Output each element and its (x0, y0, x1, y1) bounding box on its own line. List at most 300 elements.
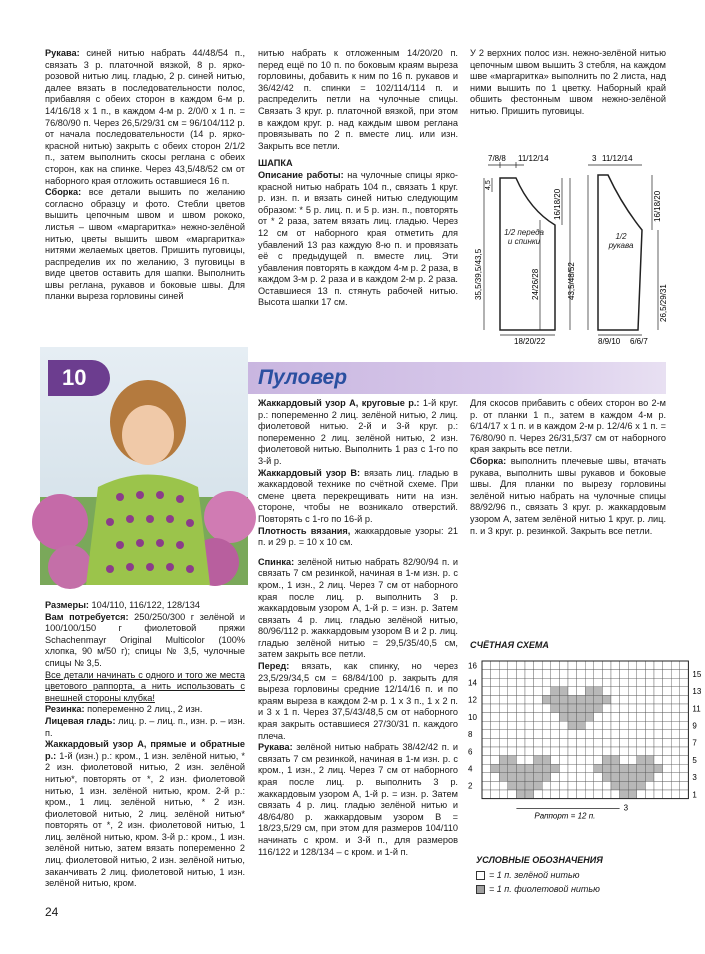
chart-cell (620, 790, 629, 799)
chart-cell (585, 730, 594, 739)
chart-cell (508, 695, 517, 704)
chart-cell (559, 773, 568, 782)
chart-cell (568, 695, 577, 704)
chart-cell (620, 661, 629, 670)
chart-cell (542, 704, 551, 713)
chart-cell (680, 764, 689, 773)
chart-cell (654, 687, 663, 696)
chart-cell (611, 678, 620, 687)
chart-cell (542, 670, 551, 679)
chart-cell (508, 764, 517, 773)
chart-cell (559, 704, 568, 713)
legend-row-green (476, 870, 580, 882)
chart-cell (585, 713, 594, 722)
chart-cell (482, 661, 491, 670)
assembly-paragraph: Сборка: все детали вышить по желанию согласно образцу и фото. Стебли цветов вышить цепочным швом и швом рококо, листья – швом «маргаритка» нежно-зелёной нитью, цветы вышить швом «маргаритка» нитями желаемых цветов. Пришить пуговицы, распределив их по желанию, 3 пуговицы в виде цветов оставить для шапки. Выполнить швы реглана, рукавов и боковые швы. Для планки выреза горловины синей (45, 187, 245, 302)
chart-cell (551, 704, 560, 713)
chart-cell (680, 713, 689, 722)
chart-cell (645, 773, 654, 782)
chart-cell (671, 790, 680, 799)
chart-cell (542, 781, 551, 790)
front-top-label: 7/8/8 (488, 154, 506, 163)
chart-cell (645, 756, 654, 765)
chart-cell (516, 738, 525, 747)
chart-cell (482, 670, 491, 679)
chart-cell (637, 695, 646, 704)
chart-cell (602, 670, 611, 679)
chart-cell (568, 764, 577, 773)
chart-cell (542, 721, 551, 730)
face-paragraph: Лицевая гладь: лиц. р. – лиц. п., изн. р. – изн. п. (45, 715, 245, 738)
chart-cell (585, 781, 594, 790)
chart-cell (637, 704, 646, 713)
chart-cell (594, 695, 603, 704)
chart-cell (611, 790, 620, 799)
chart-cell (559, 730, 568, 739)
chart-right-tick: 3 (692, 773, 697, 783)
chart-cell (637, 713, 646, 722)
chart-cell (663, 790, 672, 799)
chart-cell (628, 695, 637, 704)
chart-cell (654, 730, 663, 739)
chart-cell (594, 747, 603, 756)
chart-cell (491, 713, 500, 722)
chart-cell (508, 747, 517, 756)
chart-cell (551, 764, 560, 773)
density-paragraph: Плотность вязания, жаккардовые узоры: 21 п. и 29 р. = 10 х 10 см. (258, 525, 458, 548)
chart-right-tick: 1 (692, 790, 697, 800)
chart-cell (602, 781, 611, 790)
sleeves-paragraph: Рукава: синей нитью набрать 44/48/54 п., связать 3 р. платочной вязкой, 8 р. ярко-розовой нитью лиц. гладью, 2 р. синей нитью, далее вязать в последовательности полос, прибавляя с обеих сторон в каждом 6-м р. 14/16/18 х 1 п., в каждом 4-м р. 2/0/0 х 1 п. = 76/80/90 п. Через 26,5/29/31 см = 96/104/112 р. от начала последовательности (14 р. ярко-красной нитью) закрыть с обеих сторон 2/1/2 п., затем выполнить скосы реглана с обеих сторон, как на спинке. Через 43,5/48/52 см от наборного края отложить оставшиеся 16 п. (45, 48, 245, 186)
chart-cell (645, 781, 654, 790)
section-title: Пуловер (258, 366, 348, 389)
chart-cell (585, 790, 594, 799)
chart-cell (654, 670, 663, 679)
chart-cell (620, 773, 629, 782)
chart-cell (508, 730, 517, 739)
chart-cell (628, 687, 637, 696)
chart-cell (585, 721, 594, 730)
pattern-diagrams (470, 150, 700, 345)
chart-cell (525, 747, 534, 756)
chart-cell (645, 713, 654, 722)
chart-cell (516, 661, 525, 670)
chart-cell (585, 764, 594, 773)
chart-cell (568, 678, 577, 687)
chart-cell (508, 721, 517, 730)
chart-cell (525, 721, 534, 730)
chart-cell (585, 704, 594, 713)
chart-cell (508, 678, 517, 687)
chart-cell (602, 764, 611, 773)
chart-cell (602, 678, 611, 687)
chart-cell (611, 773, 620, 782)
chart-cell (645, 695, 654, 704)
chart-cell (594, 730, 603, 739)
chart-cell (671, 661, 680, 670)
repeat-label: Раппорт = 12 п. (534, 811, 596, 821)
chart-cell (611, 781, 620, 790)
chart-cell (645, 790, 654, 799)
sleeve-top-label: 3 (592, 154, 597, 163)
chart-cell (482, 747, 491, 756)
chart-cell (534, 713, 543, 722)
chart-cell (559, 713, 568, 722)
chart-cell (602, 790, 611, 799)
chart-cell (637, 687, 646, 696)
chart-cell (654, 738, 663, 747)
chart-cell (559, 661, 568, 670)
chart-cell (491, 678, 500, 687)
text-column-2 (258, 48, 458, 338)
chart-cell (645, 730, 654, 739)
sleeve-right-label: 16/18/20 (653, 190, 662, 222)
page-number: 24 (45, 905, 59, 919)
chart-cell (577, 730, 586, 739)
chart-cell (516, 695, 525, 704)
chart-cell (663, 756, 672, 765)
chart-cell (654, 773, 663, 782)
chart-cell (680, 704, 689, 713)
chart-cell (663, 661, 672, 670)
chart-cell (671, 713, 680, 722)
chart-cell (516, 730, 525, 739)
chart-cell (559, 687, 568, 696)
chart-cell (585, 687, 594, 696)
chart-cell (577, 695, 586, 704)
chart-cell (516, 747, 525, 756)
chart-cell (499, 764, 508, 773)
chart-cell (534, 687, 543, 696)
chart-cell (542, 738, 551, 747)
front-bottom-label: 18/20/22 (514, 337, 546, 346)
chart-cell (594, 756, 603, 765)
chart-cell (663, 704, 672, 713)
chart-cell (637, 790, 646, 799)
chart-cell (491, 756, 500, 765)
chart-cell (671, 781, 680, 790)
chart-cell (568, 730, 577, 739)
chart-cell (542, 756, 551, 765)
chart-cell (671, 670, 680, 679)
chart-cell (542, 764, 551, 773)
chart-cell (611, 695, 620, 704)
chart-cell (508, 670, 517, 679)
chart-cell (482, 764, 491, 773)
chart-cell (525, 661, 534, 670)
chart-cell (628, 730, 637, 739)
purple-swatch-icon (476, 885, 485, 894)
chart-cell (482, 790, 491, 799)
green-swatch-icon (476, 871, 485, 880)
chart-cell (551, 747, 560, 756)
chart-cell (534, 790, 543, 799)
chart-cell (654, 721, 663, 730)
chart-left-tick: 12 (468, 695, 477, 705)
chart-right-tick: 11 (692, 704, 701, 714)
chart-left-tick: 10 (468, 712, 477, 722)
hat-heading: ШАПКА (258, 158, 293, 169)
chart-cell (611, 713, 620, 722)
chart-cell (568, 713, 577, 722)
chart-cell (637, 738, 646, 747)
chart-cell (482, 713, 491, 722)
chart-cell (568, 790, 577, 799)
chart-cell (577, 704, 586, 713)
chart-cell (516, 687, 525, 696)
chart-cell (508, 790, 517, 799)
chart-cell (594, 713, 603, 722)
sleeve-paragraph: Рукава: зелёной нитью набрать 38/42/42 п. и связать 7 см резинкой, начиная в 1-м изн. р. с кром., 1 изн., 2 лиц. Через 7 см от наборного края после лиц. р. выполнить 3 р. жаккардовым узором А, 1-й р. = изн. р. Затем связать 4 р. лиц. гладью зелёной нитью и 48/64/80 р. жаккардовым узором В = 18/23,5/29 см, при этом для размеров 104/110 начинать с кром. и 3-й п., для размеров 116/122 и 128/134 – с кром. и 1-й п. (258, 742, 458, 857)
chart-cell (663, 747, 672, 756)
chart-cell (637, 678, 646, 687)
chart-cell (508, 713, 517, 722)
chart-right-tick: 15 (692, 669, 702, 679)
chart-cell (559, 695, 568, 704)
chart-cell (585, 738, 594, 747)
chart-cell (499, 738, 508, 747)
front-small-label: 4,5 (485, 180, 492, 190)
chart-left-tick: 4 (468, 764, 473, 774)
chart-cell (551, 661, 560, 670)
chart-cell (525, 773, 534, 782)
chart-cell (645, 747, 654, 756)
chart-cell (499, 687, 508, 696)
chart-cell (637, 730, 646, 739)
sizes-paragraph: Размеры: 104/110, 116/122, 128/134 (45, 600, 201, 610)
chart-cell (508, 704, 517, 713)
chart-cell (525, 695, 534, 704)
chart-cell (594, 781, 603, 790)
chart-cell (628, 790, 637, 799)
chart-cell (594, 678, 603, 687)
chart-cell (559, 756, 568, 765)
chart-cell (499, 678, 508, 687)
chart-cell (516, 713, 525, 722)
chart-cell (508, 781, 517, 790)
chart-cell (611, 730, 620, 739)
chart-cell (516, 704, 525, 713)
chart-cell (577, 773, 586, 782)
chart-cell (491, 704, 500, 713)
chart-cell (645, 764, 654, 773)
chart-cell (645, 678, 654, 687)
chart-cell (663, 781, 672, 790)
chart-cell (499, 781, 508, 790)
front-middle-label: 24/26/28 (531, 268, 540, 300)
chart-cell (671, 738, 680, 747)
right-assembly-paragraph: Сборка: выполнить плечевые швы, втачать рукава, выполнить швы рукавов и боковые швы. Для планки по вырезу горловины зелёной нитью набрать на чулочные спицы 88/92/96 п., связать 3 круг. р. жаккардовым узором А, затем зелёной нитью 1 круг. р. лиц. п. и 3 круг. р. резинкой. Закрыть все петли. (470, 455, 666, 536)
chart-cell (534, 670, 543, 679)
chart-cell (602, 773, 611, 782)
chart-cell (637, 747, 646, 756)
chart-cell (620, 756, 629, 765)
chart-cell (491, 670, 500, 679)
chart-cell (482, 678, 491, 687)
chart-cell (663, 773, 672, 782)
chart-cell (637, 670, 646, 679)
chart-cell (559, 670, 568, 679)
chart-cell (628, 781, 637, 790)
chart-cell (602, 756, 611, 765)
chart-cell (628, 756, 637, 765)
chart-cell (645, 721, 654, 730)
chart-cell (534, 781, 543, 790)
chart-right-tick: 9 (692, 721, 697, 731)
chart-cell (620, 713, 629, 722)
text-column-3 (470, 48, 666, 128)
chart-cell (577, 721, 586, 730)
jacquard-a-paragraph: Жаккардовый узор А, прямые и обратные р.: 1-й (изн.) р.: кром., 1 изн. зелёной нитью, * 2 изн. фиолетовой нитью, 2 изн. зелёной нитью*, повторять от *, 2 изн. фиолетовой нитью, 1 изн. зелёной нитью, кром. 2-й р.: кром., 1 лиц. зелёной нитью, * 2 изн. фиолетовой нитью, 2 лиц. зелёной нитью* повторять от *, 2 изн. фиолетовой нитью, 1 лиц. зелёной нитью, кром. 3-й р.: кром., 1 изн. зелёной нитью, затем вязать попеременно 2 лиц. фиолетовой нитью, 2 изн. зелёной нитью, заканчивать 2 лиц. фиолетовой нитью, 1 изн. зелёной нитью, кром. (45, 739, 245, 889)
section-number: 10 (62, 365, 87, 390)
chart-cell (516, 764, 525, 773)
chart-cell (611, 661, 620, 670)
chart-cell (482, 730, 491, 739)
chart-cell (568, 781, 577, 790)
chart-cell (577, 781, 586, 790)
chart-cell (551, 730, 560, 739)
chart-cell (534, 721, 543, 730)
chart-cell (671, 678, 680, 687)
chart-cell (491, 687, 500, 696)
chart-cell (620, 730, 629, 739)
chart-cell (637, 721, 646, 730)
chart-cell (645, 661, 654, 670)
chart-right-tick: 7 (692, 738, 697, 748)
chart-cell (491, 781, 500, 790)
chart-cell (594, 704, 603, 713)
chart-cell (516, 670, 525, 679)
chart-cell (542, 773, 551, 782)
chart-cell (602, 687, 611, 696)
chart-cell (516, 678, 525, 687)
chart-cell (628, 678, 637, 687)
chart-cell (611, 704, 620, 713)
chart-cell (637, 661, 646, 670)
chart-cell (680, 687, 689, 696)
sleeve-right-label-2: 26,5/29/31 (659, 284, 668, 322)
chart-cell (568, 747, 577, 756)
legend-row-purple (476, 884, 600, 896)
chart-right-tick: 5 (692, 755, 697, 765)
chart-cell (637, 781, 646, 790)
chart-cell (525, 730, 534, 739)
chart-cell (508, 661, 517, 670)
chart-cell (542, 713, 551, 722)
slope-paragraph: Для скосов прибавить с обеих сторон во 2-м р. от планки 1 п., затем в каждом 4-м р. 6/14/17 х 1 п. и в каждом 2-м р. 12/4/6 х 1 п. = 76/80/90 п. Через 26/31,5/37 см от наборного края закрыть все петли. (470, 398, 666, 455)
chart-cell (620, 721, 629, 730)
chart-cell (628, 721, 637, 730)
chart-cell (594, 790, 603, 799)
chart-cell (602, 661, 611, 670)
chart-cell (680, 678, 689, 687)
chart-cell (585, 747, 594, 756)
chart-cell (637, 773, 646, 782)
chart-cell (551, 670, 560, 679)
chart-cell (491, 764, 500, 773)
chart-cell (645, 704, 654, 713)
counting-chart (466, 655, 702, 821)
chart-cell (585, 695, 594, 704)
chart-cell (663, 730, 672, 739)
chart-cell (491, 747, 500, 756)
chart-bottom-tick: 3 (623, 803, 629, 813)
front-left-total: 35,5/39,5/43,5 (474, 248, 483, 300)
chart-cell (620, 764, 629, 773)
chart-cell (594, 721, 603, 730)
chart-cell (680, 730, 689, 739)
chart-cell (680, 781, 689, 790)
chart-cell (534, 773, 543, 782)
chart-cell (654, 661, 663, 670)
chart-cell (594, 661, 603, 670)
chart-cell (568, 670, 577, 679)
front-right-label: 16/18/20 (553, 188, 562, 220)
chart-cell (516, 773, 525, 782)
chart-cell (594, 670, 603, 679)
chart-cell (499, 670, 508, 679)
chart-cell (577, 661, 586, 670)
chart-cell (671, 764, 680, 773)
chart-cell (645, 670, 654, 679)
chart-cell (654, 678, 663, 687)
chart-cell (663, 713, 672, 722)
chart-cell (594, 764, 603, 773)
chart-cell (645, 687, 654, 696)
chart-cell (680, 721, 689, 730)
chart-cell (628, 661, 637, 670)
sleeve-center-label: 1/2 рукава (608, 232, 634, 250)
chart-cell (568, 721, 577, 730)
chart-cell (508, 687, 517, 696)
chart-cell (525, 764, 534, 773)
chart-cell (499, 747, 508, 756)
front-side-total: 43,5/48/52 (567, 262, 576, 300)
chart-cell (542, 747, 551, 756)
chart-cell (551, 781, 560, 790)
front-paragraph: Перед: вязать, как спинку, но через 23,5/29/34,5 см = 68/84/100 р. закрыть для выреза горловины средние 12/14/16 п. и по краям выреза в каждом 2-м р. 1 х 3 п., 1 х 2 п. и 3 х 1 п. Через 37,5/43/48,5 см от наборного края закрыть оставшиеся 27/30/31 п. каждого плеча. (258, 661, 458, 741)
chart-cell (654, 704, 663, 713)
chart-cell (499, 704, 508, 713)
chart-cell (559, 790, 568, 799)
chart-cell (482, 721, 491, 730)
chart-cell (516, 781, 525, 790)
chart-right-tick: 13 (692, 687, 702, 697)
rib-paragraph: Резинка: попеременно 2 лиц., 2 изн. (45, 704, 203, 715)
chart-left-tick: 6 (468, 747, 473, 757)
chart-cell (637, 764, 646, 773)
chart-left-tick: 16 (468, 661, 477, 671)
chart-cell (577, 790, 586, 799)
chart-cell (663, 738, 672, 747)
jacquard-b-paragraph: Жаккардовый узор В: вязать лиц. гладью в жаккардовой технике по счётной схеме. При смене цвета перекрещивать нити на изн. стороне, чтобы не возникало отверстий. Повторять с 1-го по 16-й р. (258, 467, 458, 524)
chart-cell (499, 695, 508, 704)
chart-cell (482, 704, 491, 713)
chart-cell (534, 704, 543, 713)
chart-cell (551, 678, 560, 687)
chart-cell (671, 687, 680, 696)
chart-cell (577, 687, 586, 696)
chart-cell (577, 678, 586, 687)
chart-cell (499, 721, 508, 730)
chart-cell (620, 670, 629, 679)
chart-cell (611, 687, 620, 696)
chart-cell (620, 695, 629, 704)
chart-cell (551, 738, 560, 747)
text-column-middle-bottom (258, 398, 458, 903)
chart-cell (663, 764, 672, 773)
chart-cell (525, 670, 534, 679)
